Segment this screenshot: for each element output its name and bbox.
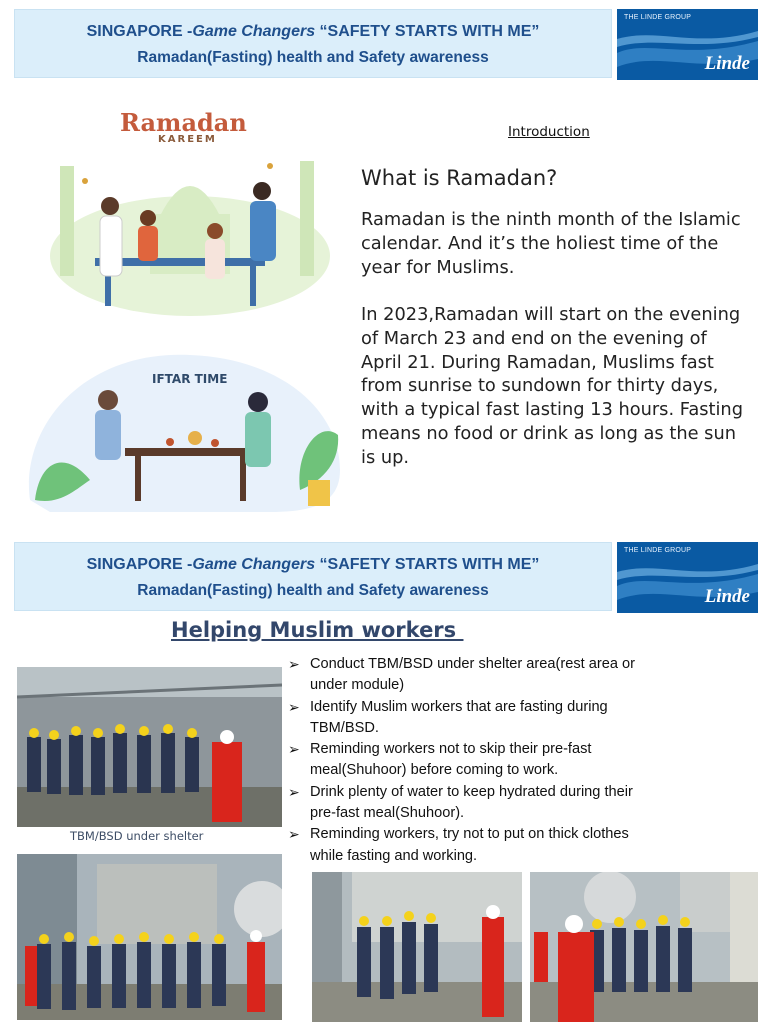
header-title bbox=[15, 556, 611, 574]
list-item bbox=[288, 824, 638, 867]
ramadan-subtitle: KAREEM bbox=[158, 134, 217, 145]
bullet-text: Drink plenty of water to keep hydrated during their pre-fast meal(Shuhoor). bbox=[310, 783, 633, 822]
bullet-text: Reminding workers, try not to put on thick clothes while fasting and working. bbox=[310, 826, 629, 864]
header-banner-top bbox=[14, 9, 612, 78]
intro-paragraph-1: Ramadan is the ninth month of the Islamic calendar. And it’s the holiest time of the year for Muslims. bbox=[361, 209, 741, 278]
briefing-photo-graphic bbox=[17, 854, 282, 1020]
logo-brand-text: Linde bbox=[704, 53, 750, 74]
photo-workers-briefing-middle bbox=[312, 872, 522, 1022]
logo-brand-text: Linde bbox=[704, 586, 750, 607]
iftar-dinner-graphic bbox=[20, 340, 345, 515]
arrow-bullet-icon: ➢ bbox=[288, 656, 300, 672]
photo-tbm-under-shelter bbox=[17, 667, 282, 827]
bullet-text: Reminding workers not to skip their pre-fast meal(Shuhoor) before coming to work. bbox=[310, 741, 592, 779]
linde-logo bbox=[617, 542, 758, 613]
list-item bbox=[288, 739, 638, 782]
briefing-photo-graphic bbox=[530, 872, 758, 1022]
photo-workers-briefing-left bbox=[17, 854, 282, 1020]
arrow-bullet-icon: ➢ bbox=[288, 783, 300, 800]
briefing-photo-graphic bbox=[312, 872, 522, 1022]
header-title bbox=[15, 23, 611, 41]
helping-bullet-list bbox=[288, 654, 638, 867]
header-suffix: “SAFETY STARTS WITH ME” bbox=[315, 23, 540, 40]
list-item bbox=[288, 654, 638, 697]
introduction-heading: Introduction bbox=[508, 124, 590, 140]
bullet-text: Conduct TBM/BSD under shelter area(rest area or under module) bbox=[310, 656, 635, 694]
arrow-bullet-icon: ➢ bbox=[288, 698, 300, 715]
iftar-title: IFTAR TIME bbox=[152, 372, 228, 386]
arrow-bullet-icon: ➢ bbox=[288, 826, 300, 843]
logo-group-text: THE LINDE GROUP bbox=[624, 14, 692, 21]
shelter-photo-graphic bbox=[17, 667, 282, 827]
list-item bbox=[288, 782, 638, 825]
header-prefix: SINGAPORE - bbox=[86, 23, 193, 40]
header-prefix: SINGAPORE - bbox=[86, 556, 193, 573]
photo-workers-briefing-right bbox=[530, 872, 758, 1022]
photo-caption: TBM/BSD under shelter bbox=[70, 829, 204, 843]
linde-logo bbox=[617, 9, 758, 80]
what-is-ramadan-question: What is Ramadan? bbox=[361, 166, 558, 190]
header-banner-second bbox=[14, 542, 612, 611]
header-italic: Game Changers bbox=[192, 556, 316, 573]
header-subtitle: Ramadan(Fasting) health and Safety awareness bbox=[137, 49, 489, 66]
iftar-time-illustration bbox=[20, 340, 345, 515]
arrow-bullet-icon: ➢ bbox=[288, 741, 300, 758]
ramadan-title: Ramadan bbox=[120, 108, 247, 137]
logo-group-text: THE LINDE GROUP bbox=[624, 547, 692, 554]
header-subtitle: Ramadan(Fasting) health and Safety awareness bbox=[137, 582, 489, 599]
header-suffix: “SAFETY STARTS WITH ME” bbox=[315, 556, 540, 573]
header-italic: Game Changers bbox=[192, 23, 316, 40]
helping-section-title: Helping Muslim workers bbox=[171, 618, 464, 642]
bullet-text: Identify Muslim workers that are fasting during TBM/BSD. bbox=[310, 698, 608, 736]
ramadan-kareem-illustration bbox=[40, 106, 330, 316]
list-item bbox=[288, 697, 638, 740]
intro-paragraph-2: In 2023,Ramadan will start on the evening of March 23 and end on the evening of April 21. During Ramadan, Muslims fast from sunrise to sundown for thirty days, with a typical fast lasting 13 hours. Fasting means no food or drink as long as the sun is up. bbox=[361, 304, 743, 468]
